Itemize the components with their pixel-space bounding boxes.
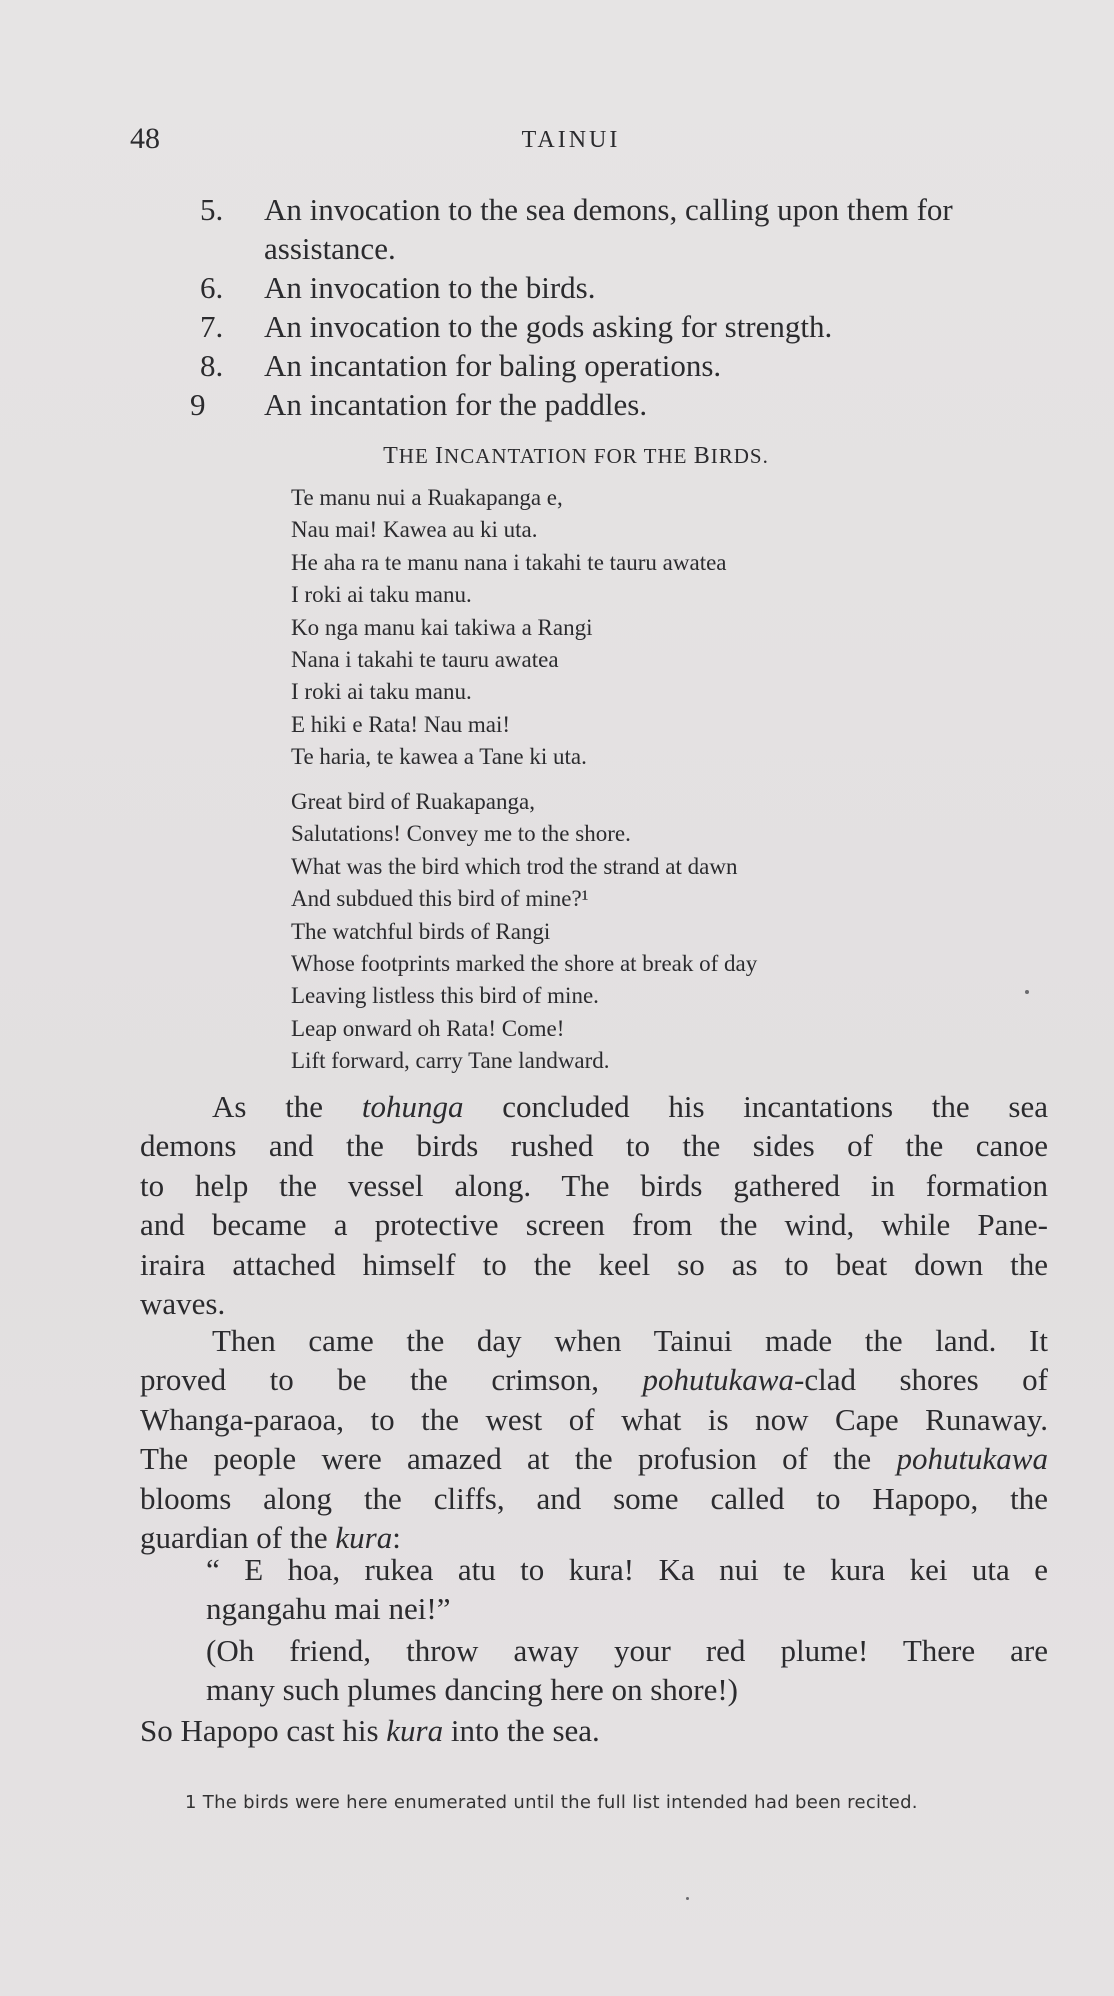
text-run: -clad shores of bbox=[794, 1362, 1048, 1398]
text-run: : bbox=[392, 1520, 401, 1556]
paragraph-line bbox=[140, 1439, 1048, 1478]
text-run: proved to be the crimson, bbox=[140, 1362, 643, 1398]
section-title bbox=[0, 443, 1114, 470]
verse-line: I roki ai taku manu. bbox=[291, 679, 472, 705]
italic-term: kura bbox=[335, 1520, 393, 1556]
list-item-number: 9 bbox=[190, 387, 206, 422]
list-item-number: 8. bbox=[200, 348, 224, 383]
title-cap: B bbox=[693, 443, 711, 469]
verse-line: Great bird of Ruakapanga, bbox=[291, 789, 535, 814]
paragraph-line: Whanga-paraoa, to the west of what is now Cape Runaway. bbox=[140, 1401, 1048, 1437]
text-run: concluded his incantations the sea bbox=[463, 1089, 1048, 1124]
running-head: TAINUI bbox=[521, 127, 621, 153]
verse-line: E hiki e Rata! Nau mai! bbox=[291, 711, 511, 737]
print-speck bbox=[1025, 990, 1029, 994]
quote-line: “ E hoa, rukea atu to kura! Ka nui te kura kei uta e bbox=[206, 1552, 1048, 1587]
quote-line: ngangahu mai nei!” bbox=[206, 1591, 451, 1627]
italic-term: kura bbox=[386, 1713, 444, 1748]
list-item-text: An invocation to the sea demons, calling upon them for assistance. bbox=[264, 192, 953, 266]
incantation-list bbox=[190, 190, 1060, 424]
list-item-text: An invocation to the gods asking for strength. bbox=[264, 309, 833, 344]
text-run: So Hapopo cast his bbox=[140, 1713, 387, 1748]
english-verse bbox=[291, 786, 1051, 1078]
list-item-text: An incantation for the paddles. bbox=[264, 387, 648, 422]
paragraph bbox=[140, 1321, 1048, 1557]
text-run: As the bbox=[212, 1089, 362, 1124]
paragraph-line: blooms along the cliffs, and some called to Hapopo, the bbox=[140, 1480, 1048, 1516]
closing-line bbox=[140, 1713, 600, 1749]
text-run: The people were amazed at the profusion of the bbox=[140, 1441, 897, 1477]
list-item bbox=[190, 385, 1060, 424]
list-item-number: 5. bbox=[200, 192, 224, 227]
paragraph-line: and became a protective screen from the wind, while Pane- bbox=[140, 1207, 1048, 1243]
verse-line: Lift forward, carry Tane landward. bbox=[291, 1048, 610, 1074]
italic-term: pohutukawa bbox=[896, 1441, 1048, 1477]
paragraph-line: to help the vessel along. The birds gathered in formation bbox=[140, 1167, 1048, 1203]
paragraph bbox=[140, 1087, 1048, 1323]
verse-line: Salutations! Convey me to the shore. bbox=[291, 821, 631, 847]
verse-line: What was the bird which trod the strand at dawn bbox=[291, 853, 738, 879]
list-item bbox=[200, 307, 1060, 346]
maori-quote bbox=[206, 1550, 1048, 1629]
list-item bbox=[200, 268, 1060, 307]
verse-line: Te manu nui a Ruakapanga e, bbox=[291, 485, 563, 510]
paragraph-line: iraira attached himself to the keel so as to beat down the bbox=[140, 1246, 1048, 1282]
list-item-text: An incantation for baling operations. bbox=[264, 348, 722, 383]
list-item-number: 6. bbox=[200, 270, 224, 305]
list-item-text: An invocation to the birds. bbox=[264, 270, 596, 305]
list-item-number: 7. bbox=[200, 309, 224, 344]
verse-line: Nau mai! Kawea au ki uta. bbox=[291, 517, 538, 543]
verse-line: Te haria, te kawea a Tane ki uta. bbox=[291, 744, 587, 770]
italic-term: tohunga bbox=[361, 1089, 464, 1124]
verse-line: He aha ra te manu nana i takahi te tauru awatea bbox=[291, 549, 727, 575]
title-rest: HE bbox=[398, 444, 436, 468]
footnote: 1 The birds were here enumerated until the full list intended had been recited. bbox=[185, 1792, 918, 1813]
verse-line: And subdued this bird of mine?¹ bbox=[291, 886, 589, 912]
title-cap: I bbox=[435, 443, 445, 469]
verse-line: Leap onward oh Rata! Come! bbox=[291, 1015, 565, 1041]
quote-line: (Oh friend, throw away your red plume! There are bbox=[206, 1633, 1048, 1668]
paragraph-line: waves. bbox=[140, 1286, 226, 1322]
verse-line: Leaving listless this bird of mine. bbox=[291, 983, 599, 1009]
list-item bbox=[200, 346, 1060, 385]
verse-line: The watchful birds of Rangi bbox=[291, 918, 551, 944]
paragraph-line: demons and the birds rushed to the sides of the canoe bbox=[140, 1128, 1048, 1164]
title-rest: NCANTATION FOR THE bbox=[444, 444, 694, 468]
quote-line: many such plumes dancing here on shore!) bbox=[206, 1672, 739, 1708]
paragraph-line bbox=[140, 1360, 1048, 1399]
page-number: 48 bbox=[130, 122, 160, 155]
print-speck bbox=[686, 1897, 689, 1900]
title-cap: T bbox=[383, 443, 399, 469]
italic-term: pohutukawa bbox=[642, 1362, 794, 1398]
verse-line: Nana i takahi te tauru awatea bbox=[291, 647, 559, 673]
maori-verse bbox=[291, 482, 1051, 774]
text-run: guardian of the bbox=[140, 1520, 336, 1556]
verse-line: I roki ai taku manu. bbox=[291, 582, 472, 608]
verse-line: Ko nga manu kai takiwa a Rangi bbox=[291, 614, 593, 640]
paragraph-line: Then came the day when Tainui made the land. It bbox=[212, 1323, 1048, 1358]
english-quote bbox=[206, 1631, 1048, 1710]
list-item bbox=[200, 190, 1060, 268]
verse-line: Whose footprints marked the shore at break of day bbox=[291, 951, 758, 977]
text-run: into the sea. bbox=[443, 1713, 600, 1748]
title-rest: IRDS. bbox=[710, 444, 769, 468]
paragraph-line bbox=[140, 1087, 1048, 1126]
